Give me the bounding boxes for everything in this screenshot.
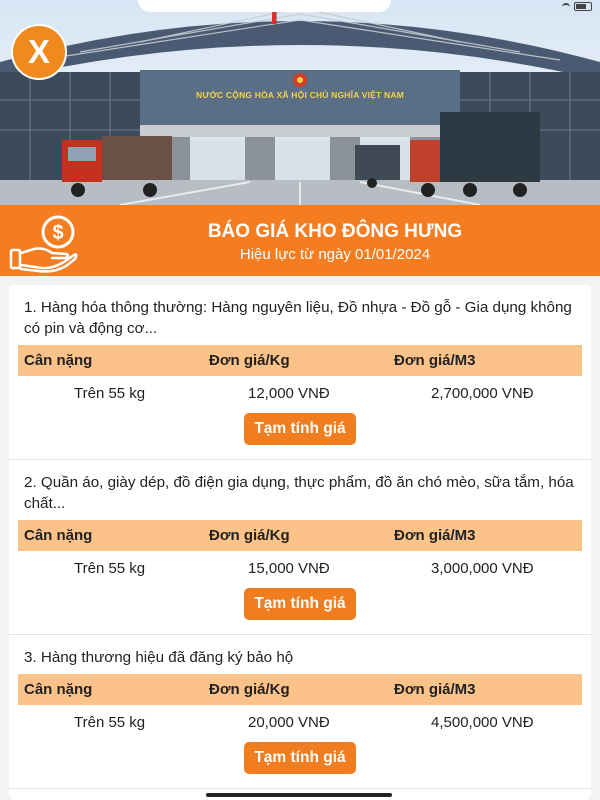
price-list[interactable] (9, 285, 591, 800)
header-price-m3: Đơn giá/M3 (394, 352, 476, 369)
cell-price-m3: 4,500,000 VNĐ (431, 713, 534, 731)
table-row (18, 376, 582, 410)
header-price-m3: Đơn giá/M3 (394, 527, 476, 544)
header-weight: Cân nặng (24, 681, 93, 698)
wifi-icon (562, 3, 570, 11)
estimate-price-button[interactable]: Tạm tính giá (244, 742, 355, 774)
table-header (18, 674, 582, 705)
section-title: 3. Hàng thương hiệu đã đăng ký bảo hộ (24, 649, 294, 666)
price-section-2 (9, 460, 591, 635)
section-title: 2. Quần áo, giày dép, đồ điện gia dụng, thực phẩm, đồ ăn chó mèo, sữa tắm, hóa chất... (24, 474, 574, 512)
header-price-kg: Đơn giá/Kg (209, 352, 290, 369)
table-header (18, 520, 582, 551)
status-bar (0, 0, 600, 14)
close-button[interactable] (11, 24, 67, 80)
battery-icon (574, 2, 592, 11)
cell-price-kg: 20,000 VNĐ (248, 713, 330, 731)
gate-sign-text: NƯỚC CỘNG HÒA XÃ HỘI CHỦ NGHĨA VIỆT NAM (195, 90, 404, 100)
status-icons (562, 2, 592, 11)
hero-image (0, 0, 600, 205)
cell-price-m3: 2,700,000 VNĐ (431, 384, 534, 402)
header-price-m3: Đơn giá/M3 (394, 681, 476, 698)
price-section-3 (9, 635, 591, 789)
header-weight: Cân nặng (24, 527, 93, 544)
home-indicator[interactable] (206, 793, 392, 797)
price-banner (0, 205, 600, 276)
header-weight: Cân nặng (24, 352, 93, 369)
border-gate-illustration (0, 0, 600, 205)
price-section-1 (9, 285, 591, 460)
page-title: BÁO GIÁ KHO ĐÔNG HƯNG (207, 221, 463, 242)
cell-weight: Trên 55 kg (74, 559, 146, 577)
cell-price-m3: 3,000,000 VNĐ (431, 559, 534, 577)
svg-text:$: $ (52, 222, 64, 244)
effective-date: Hiệu lực từ ngày 01/01/2024 (239, 246, 431, 263)
cell-weight: Trên 55 kg (74, 384, 146, 402)
section-title: 1. Hàng hóa thông thường: Hàng nguyên liệu, Đồ nhựa - Đồ gỗ - Gia dụng không có pin và động cơ... (24, 299, 572, 337)
header-price-kg: Đơn giá/Kg (209, 527, 290, 544)
estimate-price-button[interactable]: Tạm tính giá (244, 413, 355, 445)
cell-price-kg: 15,000 VNĐ (248, 559, 330, 577)
header-price-kg: Đơn giá/Kg (209, 681, 290, 698)
cell-price-kg: 12,000 VNĐ (248, 384, 330, 402)
estimate-price-button[interactable]: Tạm tính giá (244, 588, 355, 620)
close-icon: X (27, 32, 50, 70)
table-row (18, 551, 582, 585)
table-header (18, 345, 582, 376)
cell-weight: Trên 55 kg (74, 713, 146, 731)
table-row (18, 705, 582, 739)
